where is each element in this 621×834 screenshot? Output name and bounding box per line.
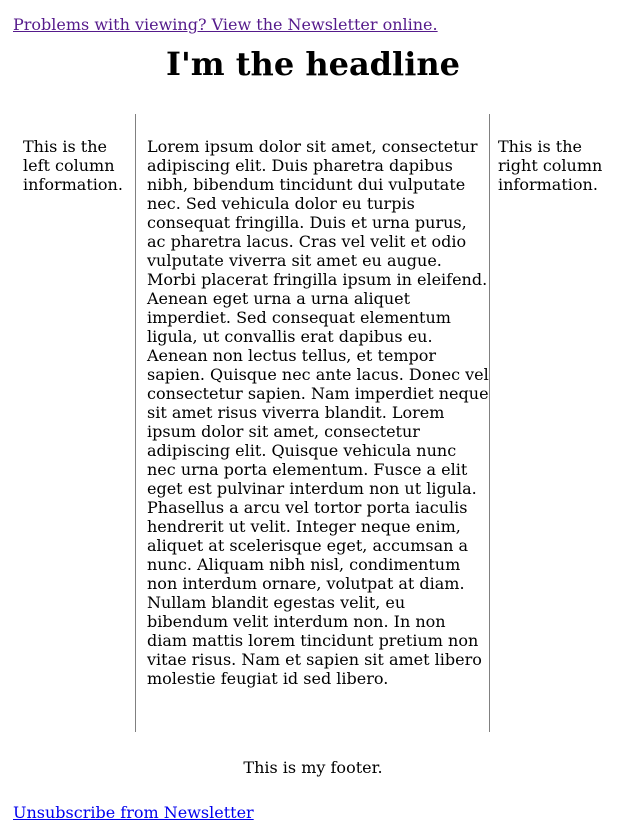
main-column-text: Lorem ipsum dolor sit amet, consectetur adipiscing elit. Duis pharetra dapibus nibh, bibendum tincidunt dui vulputate nec. Sed vehicula dolor eu turpis consequat fringilla. Duis et urna purus, ac pharetra lacus. Cras vel velit et odio vulputate viverra sit amet eu augue. Morbi placerat fringilla ipsum in eleifend. Aenean eget urna a urna aliquet imperdiet. Sed consequat elementum ligula, ut convallis erat dapibus eu. Aenean non lectus tellus, et tempor sapien. Quisque nec ante lacus. Donec vel consectetur sapien. Nam imperdiet neque sit amet risus viverra blandit. Lorem ipsum dolor sit amet, consectetur adipiscing elit. Quisque vehicula nunc nec urna porta elementum. Fusce a elit eget est pulvinar interdum non ut ligula. Phasellus a arcu vel tortor porta iaculis hendrerit ut velit. Integer neque enim, aliquet at scelerisque eget, accumsan a nunc. Aliquam nibh nisl, condimentum non interdum ornare, volutpat at diam. Nullam blandit egestas velit, eu bibendum velit interdum non. In non diam mattis lorem tincidunt pretium non vitae risus. Nam et sapien sit amet libero molestie feugiat id sed libero. bbox=[147, 137, 489, 688]
left-column-text: This is the left column information. bbox=[23, 137, 123, 194]
main-column bbox=[136, 114, 490, 732]
unsubscribe-link[interactable]: Unsubscribe from Newsletter bbox=[13, 803, 254, 822]
footer-text: This is my footer. bbox=[243, 758, 383, 777]
page-headline: I'm the headline bbox=[166, 45, 460, 83]
right-column bbox=[490, 114, 611, 732]
three-column-layout bbox=[13, 114, 611, 732]
left-column bbox=[13, 114, 136, 732]
right-column-text: This is the right column information. bbox=[498, 137, 603, 194]
view-online-link[interactable]: Problems with viewing? View the Newsletter online. bbox=[13, 15, 438, 34]
